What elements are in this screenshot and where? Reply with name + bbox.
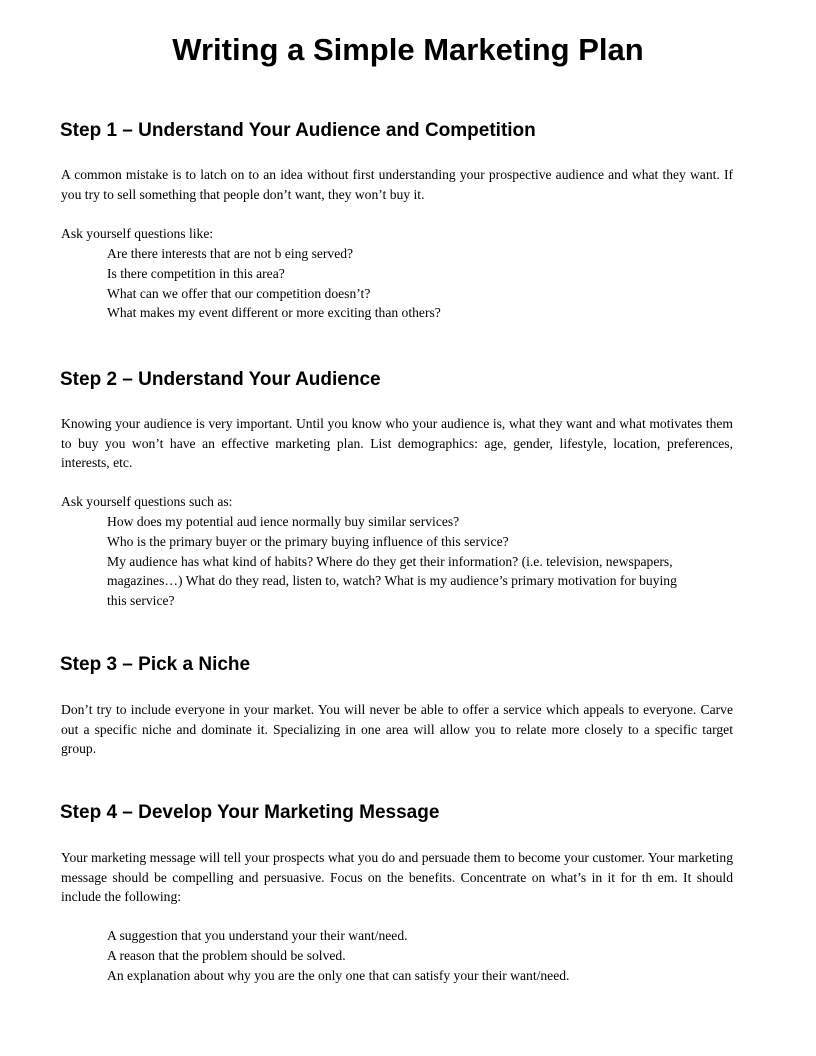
list-item: A reason that the problem should be solved.	[107, 947, 346, 963]
step-2-question-list	[107, 512, 687, 611]
list-item: Who is the primary buyer or the primary buying influence of this service?	[107, 533, 509, 549]
step-2-heading: Step 2 – Understand Your Audience	[60, 369, 381, 390]
step-4-heading: Step 4 – Develop Your Marketing Message	[60, 802, 440, 823]
step-1-prompt: Ask yourself questions like:	[61, 226, 214, 241]
step-3-heading: Step 3 – Pick a Niche	[60, 654, 251, 675]
step-2-prompt: Ask yourself questions such as:	[61, 494, 233, 509]
step-1-heading: Step 1 – Understand Your Audience and Competition	[60, 120, 536, 141]
step-1-paragraph: A common mistake is to latch on to an idea without first understanding your prospective audience and what they want. If you try to sell something that people don’t want, they won’t buy it.	[61, 167, 733, 202]
step-3-paragraph: Don’t try to include everyone in your market. You will never be able to offer a service which appeals to everyone. Carve out a specific niche and dominate it. Specializing in one area will allow you to relate more closely to a specific target group.	[61, 702, 733, 756]
list-item: My audience has what kind of habits? Where do they get their information? (i.e. television, newspapers, magazines…) What do they read, listen to, watch? What is my audience’s primary motivation for buying this service?	[107, 553, 677, 609]
list-item: How does my potential aud ience normally buy similar services?	[107, 514, 460, 529]
page-title: Writing a Simple Marketing Plan	[172, 32, 644, 67]
list-item: What can we offer that our competition doesn’t?	[107, 285, 371, 301]
list-item: A suggestion that you understand your their want/need.	[107, 928, 408, 943]
step-4-requirements-list	[107, 926, 569, 985]
list-item: An explanation about why you are the only one that can satisfy your their want/need.	[107, 967, 570, 983]
step-2-paragraph: Knowing your audience is very important. Until you know who your audience is, what they want and what motivates them to buy you won’t have an effective marketing plan. List demographics: age, gender, lifestyle, location, preferences, interests, etc.	[61, 416, 733, 470]
list-item: Is there competition in this area?	[107, 265, 285, 281]
step-1-question-list	[107, 244, 441, 323]
list-item: Are there interests that are not b eing served?	[107, 246, 354, 261]
list-item: What makes my event different or more exciting than others?	[107, 305, 441, 321]
step-4-paragraph: Your marketing message will tell your prospects what you do and persuade them to become your customer. Your marketing message should be compelling and persuasive. Focus on the benefits. Concentrate on what’s in it for th em. It should include the following:	[61, 850, 733, 904]
